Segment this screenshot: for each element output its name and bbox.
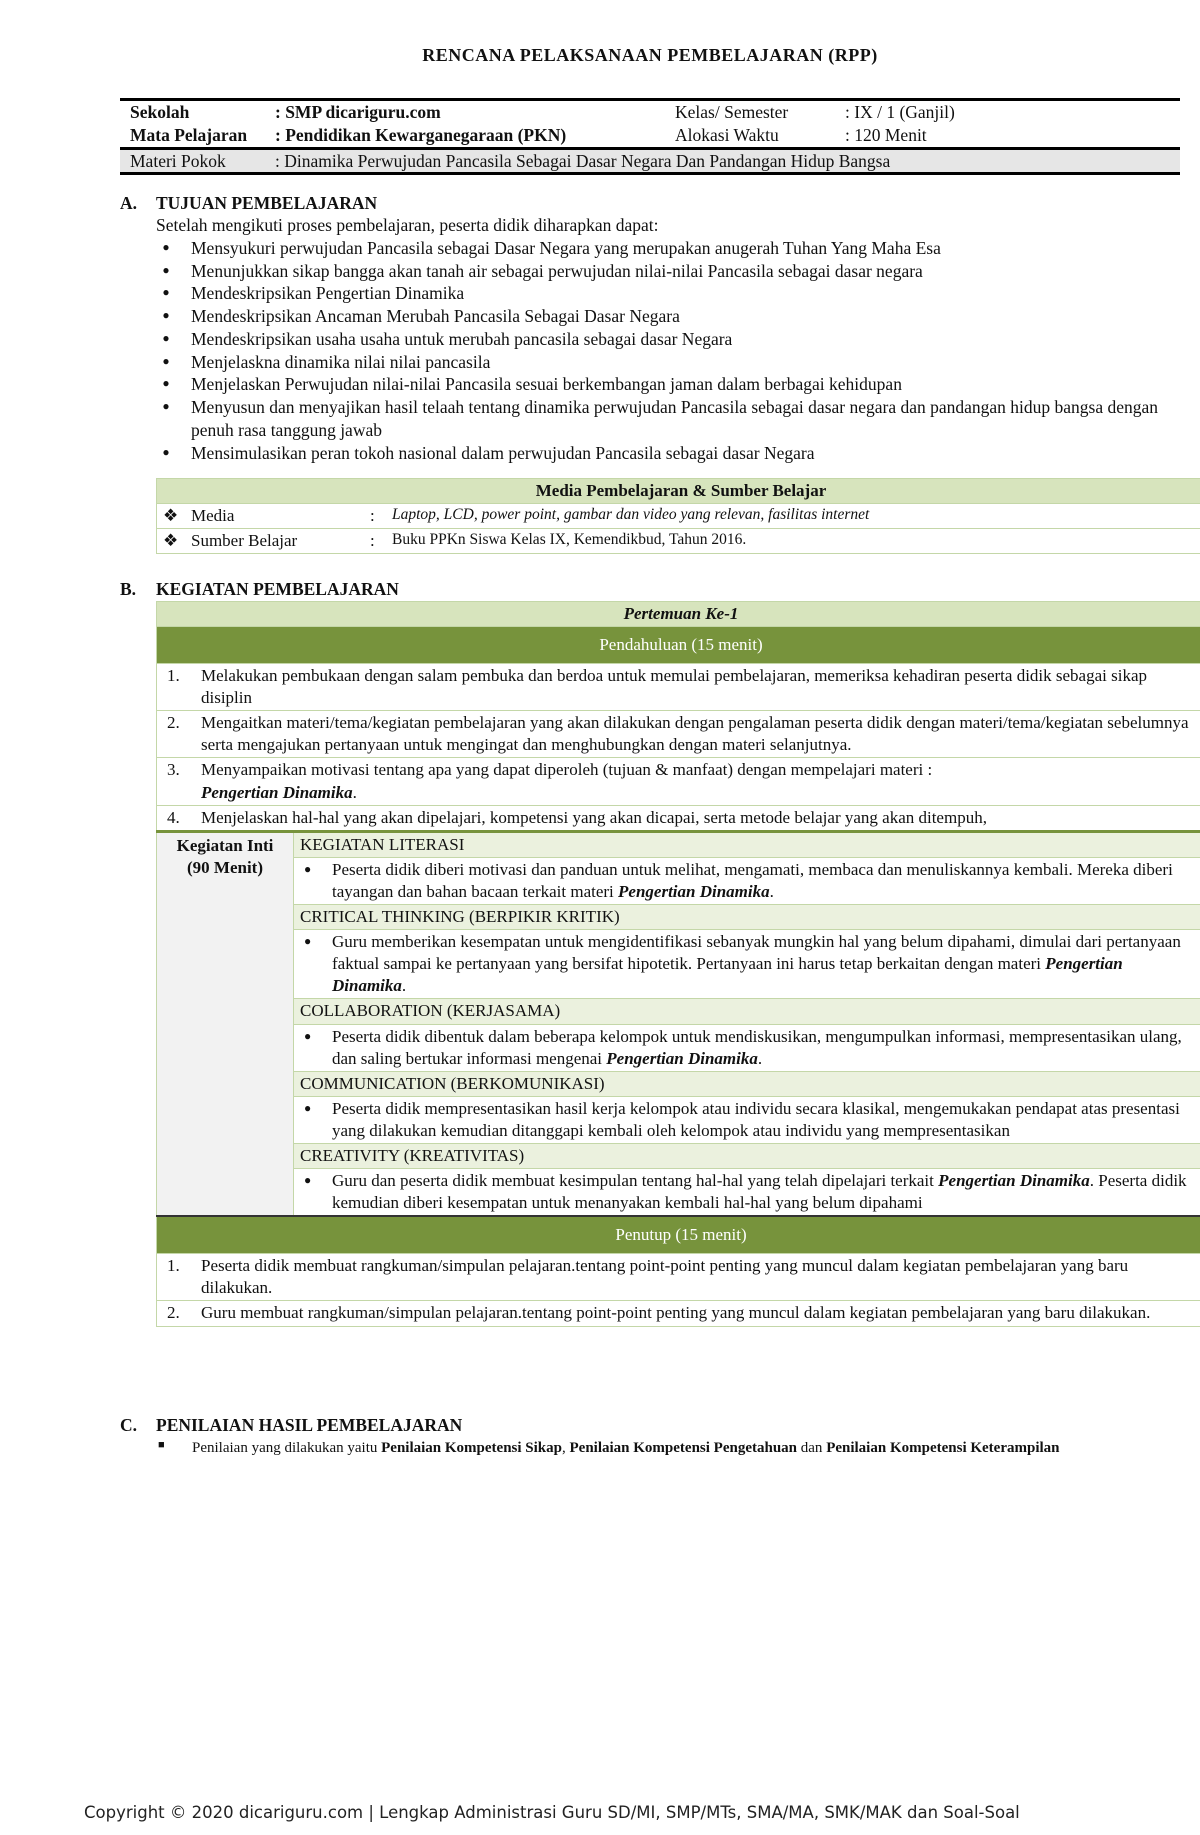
tujuan-list [156,237,1180,465]
sumber-label: Sumber Belajar [191,531,298,551]
pendahuluan-heading: Pendahuluan (15 menit) [157,627,1200,664]
tujuan-text: Mendeskripsikan Pengertian Dinamika [191,283,465,304]
tujuan-text: Menunjukkan sikap bangga akan tanah air sebagai perwujudan nilai-nilai Pancasila sebagai dasar negara [191,260,923,281]
kegiatan-inti-label: Kegiatan Inti (90 Menit) [157,831,294,1216]
media-table [156,478,1200,554]
inti-text-tail: . [401,976,407,996]
bullet-icon: ● [304,1028,312,1043]
bullet-icon: ● [162,399,170,413]
item-number: 3. [167,760,180,780]
tujuan-text: Menjelaskan Perwujudan nilai-nilai Pancasila sesuai berkembangan jaman dalam berbagai kehidupan [191,374,902,395]
penilaian-pengetahuan: Penilaian Kompetensi Pengetahuan [569,1440,798,1456]
item-text: Mengaitkan materi/tema/kegiatan pembelajaran yang akan dilakukan dengan pengalaman peserta didik dengan materi/tema/kegiatan sebelumnya serta mengajukan pertanyaan untuk mengingat dan menghubungkan dengan materi selanjutnya. [201,713,1189,755]
section-a-intro: Setelah mengikuti proses pembelajaran, peserta didik diharapkan dapat: [156,215,659,235]
inti-subheading-row [157,831,1200,857]
inti-body-cell [294,1096,1200,1143]
media-label-cell [157,504,365,529]
item-text: Peserta didik membuat rangkuman/simpulan pelajaran.tentang point-point penting yang muncul dalam kegiatan pembelajaran yang baru dilakukan. [201,1256,1129,1298]
kegiatan-table [156,601,1200,1327]
inti-body-cell [294,857,1200,904]
diamond-bullet-icon: ❖ [163,506,179,526]
inti-subheading-row [157,1143,1200,1168]
inti-subheading: CREATIVITY (KREATIVITAS) [294,1143,1200,1168]
section-letter: C. [120,1415,138,1435]
item-number: 4. [167,807,180,827]
inti-body-cell [294,1169,1200,1217]
materi-emphasis: Pengertian Dinamika [938,1171,1090,1191]
tujuan-text: Mensimulasikan peran tokoh nasional dalam perwujudan Pancasila sebagai dasar Negara [191,442,815,463]
bullet-icon: ● [162,376,170,391]
item-number: 2. [167,1303,180,1323]
inti-subheading-row [157,999,1200,1024]
pendahuluan-row [157,711,1200,758]
item-tail: . [352,782,357,802]
penilaian-text: Penilaian yang dilakukan yaitu [192,1440,382,1456]
pertemuan-label: Pertemuan Ke-1 [157,602,1200,627]
section-letter: B. [120,579,137,599]
inti-subheading: KEGIATAN LITERASI [294,831,1200,857]
item-text: Menjelaskan hal-hal yang akan dipelajari, kompetensi yang akan dicapai, serta metode belajar yang akan ditempuh, [201,807,987,827]
tujuan-text: Mensyukuri perwujudan Pancasila sebagai Dasar Negara yang merupakan anugerah Tuhan Yang Maha Esa [191,237,941,258]
alokasi-value: : 120 Menit [845,124,927,145]
tujuan-item [156,260,1180,283]
bullet-icon: ● [304,861,312,876]
mapel-label: Mata Pelajaran [130,124,248,145]
pendahuluan-cell [157,758,1200,805]
inti-text: Guru dan peserta didik membuat kesimpulan tentang hal-hal yang telah dipelajari terkait [332,1171,939,1191]
bullet-icon: ● [162,308,170,322]
section-title: KEGIATAN PEMBELAJARAN [156,579,399,599]
item-text: Guru membuat rangkuman/simpulan pelajaran.tentang point-point penting yang muncul dalam kegiatan pembelajaran yang baru dilakukan. [201,1303,1151,1323]
separator: dan [797,1440,827,1456]
media-value: Laptop, LCD, power point, gambar dan video yang relevan, fasilitas internet [386,504,1200,529]
pendahuluan-row [157,758,1200,805]
inti-text: Peserta didik diberi motivasi dan panduan untuk melihat, mengamati, membaca dan menuliskannya kembali. Mereka diberi tayangan dan bahan bacaan terkait materi [332,859,1173,901]
bullet-icon: ● [304,1173,312,1188]
tujuan-item [156,442,1180,465]
bullet-icon: ● [162,262,170,277]
inti-body-row [157,857,1200,904]
materi-emphasis: Pengertian Dinamika [201,782,353,802]
colon: : [364,504,386,529]
inti-text-tail: . [769,881,774,901]
bullet-icon: ● [162,239,170,254]
inti-body [157,831,1200,1216]
inti-subheading-row [157,905,1200,930]
alokasi-label: Alokasi Waktu [675,124,779,145]
penutup-body [157,1254,1200,1326]
inti-body-cell [294,1024,1200,1071]
item-number: 1. [167,1256,180,1276]
kelas-label: Kelas/ Semester [665,100,835,124]
bullet-icon: ● [162,444,170,459]
tujuan-text: Mendeskripsikan usaha usaha untuk merubah pancasila sebagai dasar Negara [191,328,733,349]
media-label: Media [191,506,235,526]
media-block [156,478,1180,554]
item-number: 2. [167,713,180,733]
inti-text-tail: . [757,1048,763,1068]
sekolah-value: : SMP dicariguru.com [265,100,665,124]
identity-row [120,148,1180,174]
materi-value: : Dinamika Perwujudan Pancasila Sebagai Dasar Negara Dan Pandangan Hidup Bangsa [265,148,1180,174]
section-a-heading [120,192,377,215]
sumber-row [157,529,1200,554]
inti-text: Peserta didik dibentuk dalam beberapa kelompok untuk mendiskusikan, mengumpulkan informasi, mempresentasikan ulang, dan saling bertukar informasi mengenai [332,1026,1182,1068]
materi-emphasis: Pengertian Dinamika [618,881,770,901]
media-row [157,504,1200,529]
media-heading: Media Pembelajaran & Sumber Belajar [157,479,1200,504]
document-page [120,0,1189,1835]
separator: , [562,1440,570,1456]
inti-subheading: COMMUNICATION (BERKOMUNIKASI) [294,1071,1200,1096]
inti-subheading: COLLABORATION (KERJASAMA) [294,999,1200,1024]
inti-body-row [157,1024,1200,1071]
tujuan-item [156,396,1180,442]
tujuan-item [156,328,1180,351]
tujuan-item [156,373,1180,396]
inti-text-tail: . Peserta didik kemudian diberi kesempatan untuk menanyakan kembali hal-hal yang belum dipahami [332,1171,1187,1213]
inti-body-row [157,930,1200,999]
materi-label: Materi Pokok [120,148,265,174]
inti-subheading-row [157,1071,1200,1096]
pendahuluan-cell [157,711,1200,758]
inti-subheading: CRITICAL THINKING (BERPIKIR KRITIK) [294,905,1200,930]
tujuan-item [156,351,1180,374]
penilaian-item [156,1438,1180,1458]
sumber-value: Buku PPKn Siswa Kelas IX, Kemendikbud, Tahun 2016. [386,529,1200,554]
section-a-body [156,214,1180,464]
tujuan-item [156,305,1180,328]
item-number: 1. [167,666,180,686]
colon: : [364,529,386,554]
inti-body-cell [294,930,1200,999]
identity-row [120,124,1180,148]
identity-table [120,98,1180,175]
pendahuluan-row [157,805,1200,831]
inti-body-row [157,1096,1200,1143]
inti-body-row [157,1169,1200,1217]
page-footer: Copyright © 2020 dicariguru.com | Lengkap Administrasi Guru SD/MI, SMP/MTs, SMA/MA, SMK/MAK dan Soal-Soal [84,1803,1020,1822]
kegiatan-block [156,601,1189,1327]
identity-row [120,100,1180,124]
item-text: Melakukan pembukaan dengan salam pembuka dan berdoa untuk memulai pembelajaran, memeriksa kehadiran peserta didik sebagai sikap disiplin [201,666,1147,708]
item-text: Menyampaikan motivasi tentang apa yang dapat diperoleh (tujuan & manfaat) dengan mempelajari materi : [201,760,933,780]
square-bullet-icon: ■ [158,1439,165,1451]
tujuan-item [156,282,1180,305]
diamond-bullet-icon: ❖ [163,531,179,551]
inti-text: Peserta didik mempresentasikan hasil kerja kelompok atau individu secara klasikal, mengemukakan pendapat atas presentasi yang dilakukan kemudian ditanggapi kembali oleh kelompok atau individu yang mempresentasikan [332,1098,1180,1140]
tujuan-text: Mendeskripsikan Ancaman Merubah Pancasila Sebagai Dasar Negara [191,306,680,326]
section-letter: A. [120,193,138,213]
pendahuluan-cell [157,664,1200,711]
mapel-value: : Pendidikan Kewarganegaraan (PKN) [275,124,567,145]
bullet-icon: ● [304,1100,312,1115]
penutup-row [157,1254,1200,1301]
tujuan-text: Menjelaskna dinamika nilai nilai pancasila [191,351,491,372]
bullet-icon: ● [162,353,170,368]
penutup-cell [157,1301,1200,1326]
penilaian-body [156,1438,1180,1458]
section-title: TUJUAN PEMBELAJARAN [156,193,378,213]
sekolah-label: Sekolah [120,100,265,124]
bullet-icon: ● [162,285,170,300]
bullet-icon: ● [304,934,312,949]
pendahuluan-body [157,664,1200,832]
tujuan-item [156,237,1180,260]
penutup-heading: Penutup (15 menit) [157,1216,1200,1254]
sumber-label-cell [157,529,365,554]
inti-text: Guru memberikan kesempatan untuk mengidentifikasi sebanyak mungkin hal yang belum dipahami, dimulai dari pertanyaan faktual sampai ke pertanyaan yang bersifat hipotetik. Pertanyaan ini harus tetap berkaitan dengan materi [332,932,1181,974]
penilaian-keterampilan: Penilaian Kompetensi Keterampilan [826,1440,1060,1456]
pendahuluan-row [157,664,1200,711]
penilaian-sikap: Penilaian Kompetensi Sikap [381,1440,562,1456]
materi-emphasis: Pengertian Dinamika [606,1048,758,1068]
section-c-heading [120,1414,462,1437]
section-b-heading [120,578,399,601]
section-title: PENILAIAN HASIL PEMBELAJARAN [156,1415,463,1435]
pendahuluan-cell [157,805,1200,831]
kelas-value: : IX / 1 (Ganjil) [835,100,1180,124]
penutup-cell [157,1254,1200,1301]
tujuan-text: Menyusun dan menyajikan hasil telaah tentang dinamika perwujudan Pancasila sebagai dasar negara dan pandangan hidup bangsa dengan penuh rasa tanggung jawab [191,397,1159,440]
materi-emphasis: Pengertian Dinamika [332,954,1123,996]
document-title: RENCANA PELAKSANAAN PEMBELAJARAN (RPP) [422,45,878,65]
bullet-icon: ● [162,330,170,345]
penutup-row [157,1301,1200,1326]
